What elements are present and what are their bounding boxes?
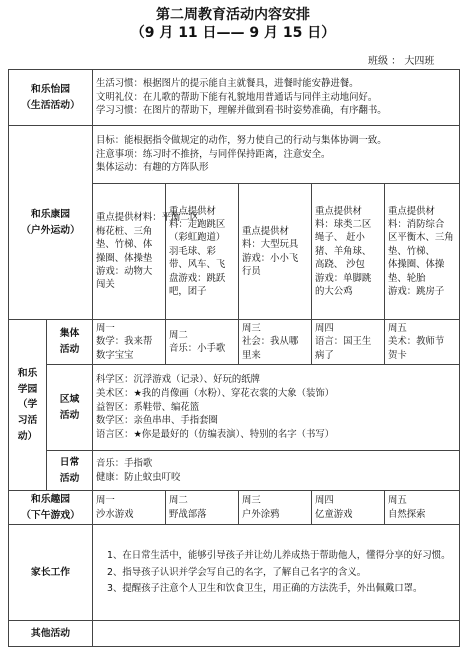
section-label-line: 和乐康园	[30, 208, 71, 220]
cell-line: 周四	[315, 495, 334, 507]
cell-line: 重点提供材	[242, 225, 289, 237]
cell-line: 周一	[96, 323, 115, 334]
section-label-line: （户外运动）	[21, 224, 80, 236]
row-richang	[9, 451, 460, 491]
quyu-content	[93, 365, 460, 451]
cell-line: 料：走跑跳区	[169, 219, 226, 231]
row-quyu	[9, 365, 460, 451]
cell-line: 绳子、 赶小	[315, 232, 365, 244]
cell-line: 游戏：小小飞	[242, 252, 299, 264]
cell-line: 羽毛球、彩	[169, 245, 216, 257]
section-label-xueyuan	[9, 320, 47, 491]
cell-line: 周五	[388, 323, 407, 334]
sub-label-line: 日常	[59, 456, 80, 468]
sub-label-quyu	[47, 365, 93, 451]
sub-label-line: 集体	[59, 328, 80, 340]
cell-line: （彩虹跑道）	[169, 232, 226, 244]
schedule-table	[8, 69, 460, 647]
section-label-line: 和乐趣园	[30, 494, 71, 506]
cell-line: 音乐：小手歌	[169, 343, 226, 355]
cell-line: 周三	[242, 323, 261, 334]
kangyuan-goal: 集体运动：有趣的方阵队形	[96, 162, 209, 174]
row-jiazhang	[9, 525, 460, 621]
jiti-day-wed	[239, 320, 312, 365]
section-label-kangyuan	[9, 126, 93, 320]
cell-line: 户外涂鸦	[242, 508, 280, 520]
row-hele-yiyuan	[9, 70, 460, 126]
page-subtitle: （9 月 11 日—— 9 月 15 日）	[130, 25, 336, 41]
cell-line: 周二	[169, 329, 188, 341]
quyuan-day-wed	[239, 491, 312, 525]
richang-item: 健康：防止蚊虫叮咬	[96, 471, 181, 483]
cell-line: 周二	[169, 495, 188, 507]
quyu-item: 数学区：亲鱼串串、手指套圈	[96, 415, 218, 427]
cell-line: 重点提供材	[169, 205, 216, 217]
jiazhang-item: 1、在日常生活中，能够引导孩子并让幼儿养成热于帮助他人，懂得分享的好习惯。	[107, 550, 451, 562]
cell-line: 猪、羊角球、	[315, 245, 372, 257]
cell-line: 社会：我从哪	[242, 336, 299, 348]
cell-line: 重点提供材料：平衡二区	[96, 212, 200, 224]
yiyuan-item: 文明礼仪：在儿歌的帮助下能有礼貌地用普通话与同伴主动地问好。	[96, 91, 378, 103]
section-label-yiyuan	[9, 70, 93, 126]
kangyuan-goals	[93, 126, 460, 184]
jiti-day-mon	[93, 320, 166, 365]
quyuan-day-mon	[93, 491, 166, 525]
row-hele-kangyuan-goals	[9, 126, 460, 184]
kangyuan-goal: 注意事项：练习时不推挤，与同伴保持距离，注意安全。	[96, 148, 331, 160]
quyuan-day-tue	[166, 491, 239, 525]
cell-line: 数学：我来帮	[96, 336, 153, 348]
cell-line: 带、风车、飞	[169, 259, 226, 271]
cell-line: 重点提供材	[388, 205, 435, 217]
section-label-line: （学	[17, 399, 38, 411]
section-label-quyuan	[9, 491, 93, 525]
section-label-line: 和乐	[17, 367, 38, 379]
cell-line: 语言：国王生	[315, 336, 372, 348]
cell-line: 美术：教师节	[388, 336, 445, 348]
cell-line: 行员	[242, 265, 261, 277]
section-label-line: 动）	[17, 430, 38, 442]
sub-label-line: 区域	[59, 393, 80, 405]
kangyuan-day-thu	[312, 184, 385, 320]
section-label-jiazhang: 家长工作	[9, 525, 93, 621]
sub-label-richang	[47, 451, 93, 491]
quyu-item: 语言区：★你是最好的（仿编表演）、特别的名字（书写）	[96, 428, 335, 440]
jiazhang-content	[93, 525, 460, 621]
quyu-item: 益智区：系鞋带、编花篮	[96, 401, 200, 413]
jiti-day-fri	[385, 320, 460, 365]
quyu-item: 科学区：沉浮游戏（记录）、好玩的纸牌	[96, 374, 261, 386]
cell-line: 亿童游戏	[315, 508, 353, 520]
cell-line: 周一	[96, 495, 115, 507]
cell-line: 游戏：单脚跳	[315, 272, 372, 284]
yiyuan-content	[93, 70, 460, 126]
cell-line: 区平衡木、三角	[388, 232, 454, 244]
cell-line: 重点提供材	[315, 205, 362, 217]
section-label-line: （下午游戏）	[21, 509, 80, 521]
cell-line: 贺卡	[388, 349, 407, 361]
cell-line: 里来	[242, 349, 261, 361]
sub-label-jiti	[47, 320, 93, 365]
kangyuan-goal: 目标：能根据指令做规定的动作，努力使自己的行动与集体协调一致。	[96, 135, 387, 147]
sub-label-line: 活动	[59, 472, 80, 484]
cell-line: 吧，团子	[169, 285, 207, 297]
cell-line: 游戏：动物大	[96, 265, 153, 277]
richang-item: 音乐：手指歌	[96, 457, 153, 469]
cell-line: 自然探索	[388, 508, 426, 520]
cell-line: 游戏：跳房子	[388, 285, 445, 297]
cell-line: 料：消防综合	[388, 219, 445, 231]
yiyuan-item: 生活习惯：根据图片的提示能自主就餐具，进餐时能安静进餐。	[96, 78, 359, 90]
cell-line: 料：大型玩具	[242, 239, 299, 251]
cell-line: 料：球类二区	[315, 219, 372, 231]
jiti-day-thu	[312, 320, 385, 365]
kangyuan-day-tue	[166, 184, 239, 320]
cell-line: 野战部落	[169, 508, 207, 520]
cell-line: 病了	[315, 349, 334, 361]
kangyuan-day-fri	[385, 184, 460, 320]
sub-label-line: 活动	[59, 344, 80, 356]
cell-line: 的大公鸡	[315, 285, 353, 297]
jiti-day-tue	[166, 320, 239, 365]
section-label-line: （生活活动）	[21, 99, 80, 111]
cell-line: 垫、轮胎	[388, 272, 426, 284]
cell-line: 垫、竹梯、体	[96, 239, 153, 251]
class-label: 班级 ： 大四班	[368, 56, 435, 67]
qita-content	[93, 621, 460, 647]
row-hele-quyuan	[9, 491, 460, 525]
yiyuan-item: 学习习惯：在图片的帮助下，理解并做到看书时姿势准确，有序翻书。	[96, 105, 387, 117]
section-label-line: 学园	[17, 383, 38, 395]
cell-line: 闯关	[96, 279, 115, 291]
jiazhang-item: 2、指导孩子认识并学会写自己的名字，了解自己名字的含义。	[107, 566, 367, 578]
section-label-qita: 其他活动	[9, 621, 93, 647]
cell-line: 梅花桩、三角	[96, 225, 153, 237]
quyu-item: 美术区：★我的肖像画（水粉）、穿花衣裳的大象（装饰）	[96, 388, 335, 400]
cell-line: 高跷、 沙包	[315, 259, 365, 271]
page-title: 第二周教育活动内容安排	[156, 7, 310, 23]
cell-line: 周三	[242, 495, 261, 507]
cell-line: 操圈、体操垫	[96, 252, 153, 264]
cell-line: 垫、竹梯、	[388, 245, 435, 257]
cell-line: 周五	[388, 495, 407, 507]
kangyuan-day-wed	[239, 184, 312, 320]
sub-label-line: 活动	[59, 409, 80, 421]
cell-line: 盘游戏：跳跃	[169, 272, 226, 284]
row-qita	[9, 621, 460, 647]
row-jiti	[9, 320, 460, 365]
cell-line: 数字宝宝	[96, 349, 134, 361]
cell-line: 沙水游戏	[96, 508, 134, 520]
quyuan-day-thu	[312, 491, 385, 525]
richang-content	[93, 451, 460, 491]
cell-line: 体操圈、体操	[388, 259, 445, 271]
section-label-line: 习活	[17, 414, 38, 426]
cell-line: 周四	[315, 323, 334, 334]
quyuan-day-fri	[385, 491, 460, 525]
jiazhang-item: 3、提醒孩子注意个人卫生和饮食卫生，用正确的方法洗手，外出佩戴口罩。	[107, 583, 423, 595]
section-label-line: 和乐怡园	[30, 83, 71, 95]
